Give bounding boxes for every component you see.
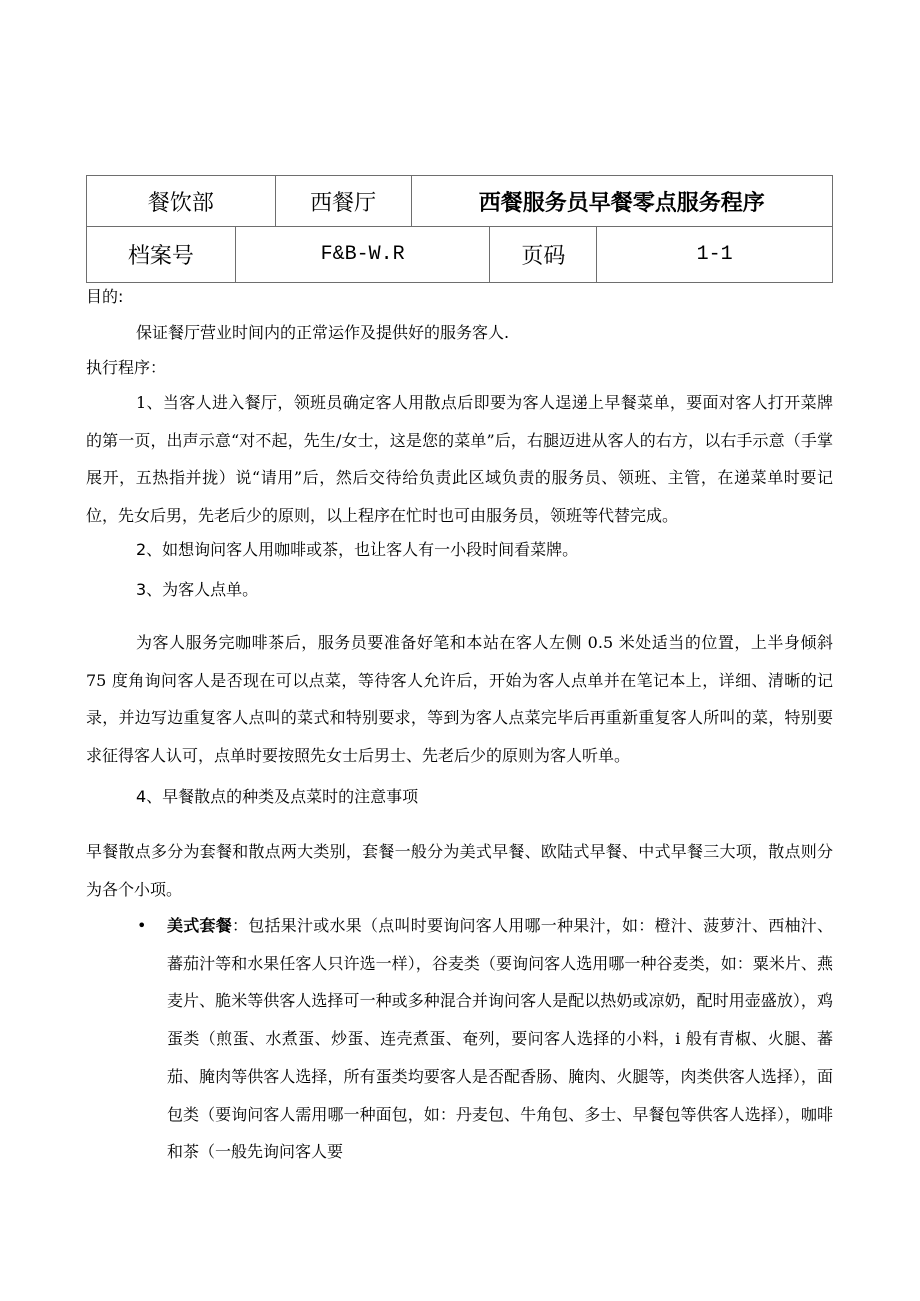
bullet-text: 包括果汁或水果（点叫时要询问客人用哪一种果汁，如：橙汁、菠萝汁、西柚汁、蕃茄汁等和水果任客人只许选一样），谷麦类（要询问客人选用哪一种谷麦类，如：粟米片、燕麦片、脆米等供客人选择可一种或多种混合并询问客人是配以热奶或凉奶，配时用壶盛放），鸡蛋类（煎蛋、水煮蛋、炒蛋、连壳煮蛋、奄列，要问客人选择的小料，i 般有青椒、火腿、蕃茄、腌肉等供客人选择，所有蛋类均要客人是否配香肠、腌肉、火腿等，肉类供客人选择），面包类（要询问客人需用哪一种面包，如：丹麦包、牛角包、多士、早餐包等供客人选择），咖啡和茶（一般先询问客人要 — [167, 916, 833, 1162]
header-row-2 — [86, 227, 833, 283]
bullet-separator: ： — [232, 916, 249, 935]
procedure-step-1: 1、当客人进入餐厅，领班员确定客人用散点后即要为客人逞递上早餐菜单，要面对客人打开菜牌的第一页，出声示意“对不起，先生/女士，这是您的菜单”后，右腿迈进从客人的右方，以右手示意（手掌展开，五热指并拢）说“请用”后，然后交待给负责此区域负责的服务员、领班、主管，在递菜单时要记位，先女后男，先老后少的原则，以上程序在忙时也可由服务员，领班等代替完成。 — [86, 393, 833, 525]
department-cell: 餐饮部 — [87, 176, 276, 226]
file-number-value: F&B-W.R — [236, 227, 491, 282]
file-number-label: 档案号 — [87, 227, 236, 282]
purpose-text: 保证餐厅营业时间内的正常运作及提供好的服务客人. — [136, 323, 510, 342]
procedure-step-4-intro: 早餐散点多分为套餐和散点两大类别，套餐一般分为美式早餐、欧陆式早餐、中式早餐三大项，散点则分为各个小项。 — [86, 842, 833, 899]
page-number-value: 1-1 — [597, 227, 833, 282]
page-number-label: 页码 — [490, 227, 597, 282]
purpose-heading: 目的: — [86, 287, 124, 306]
bullet-item-american-set — [167, 907, 833, 1171]
outlet-cell: 西餐厅 — [276, 176, 412, 226]
procedure-step-2: 2、如想询问客人用咖啡或茶，也让客人有一小段时间看菜牌。 — [136, 540, 579, 559]
bullet-icon: • — [137, 916, 147, 935]
procedure-step-4: 4、早餐散点的种类及点菜时的注意事项 — [136, 787, 419, 806]
document-header-table — [86, 175, 833, 283]
header-row-1 — [86, 175, 833, 227]
bullet-label: 美式套餐 — [167, 916, 232, 935]
procedure-step-3: 3、为客人点单。 — [136, 580, 259, 599]
document-title: 西餐服务员早餐零点服务程序 — [412, 176, 833, 226]
procedure-heading: 执行程序： — [86, 358, 167, 377]
procedure-step-3-detail: 为客人服务完咖啡茶后，服务员要准备好笔和本站在客人左侧 0.5 米处适当的位置，上半身倾斜 75 度角询问客人是否现在可以点菜，等待客人允许后，开始为客人点单并在笔记本上，详细、清晰的记录，并边写边重复客人点叫的菜式和特别要求，等到为客人点菜完毕后再重新重复客人所叫的菜，特别要求征得客人认可，点单时要按照先女士后男士、先老后少的原则为客人听单。 — [86, 633, 833, 765]
